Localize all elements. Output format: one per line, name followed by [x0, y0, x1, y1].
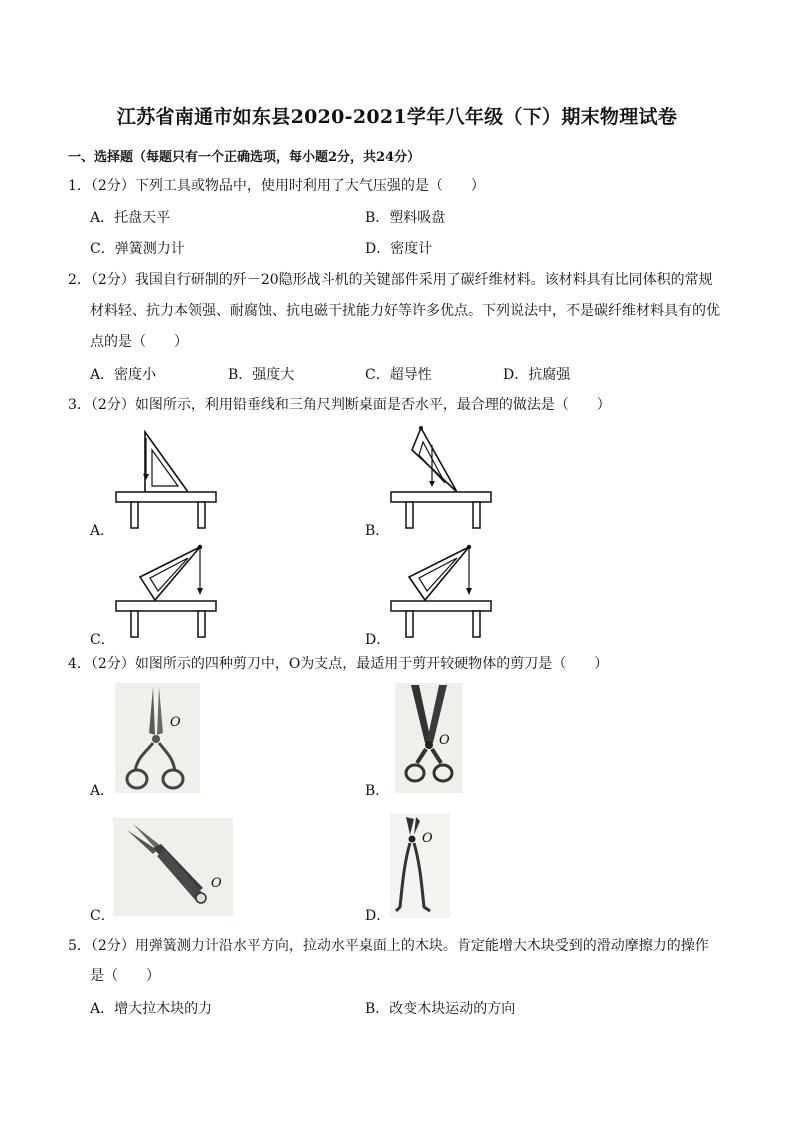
figure-3d-label: D． — [365, 632, 391, 648]
section-heading: 一、选择题（每题只有一个正确选项，每小题2分，共24分） — [68, 150, 421, 165]
question-1-option-d: D．密度计 — [365, 241, 433, 257]
figure-3d-triangle-table — [385, 540, 497, 640]
question-2-option-a: A．密度小 — [90, 367, 157, 383]
figure-4c-pivot-label: O — [211, 876, 222, 891]
page-title: 江苏省南通市如东县2020-2021学年八年级（下）期末物理试卷 — [116, 106, 678, 128]
figure-3b-triangle-table — [385, 425, 497, 530]
question-3-stem: 3．（2分）如图所示，利用铅垂线和三角尺判断桌面是否水平，最合理的做法是（ ） — [68, 397, 611, 413]
question-2-stem-line-2: 材料轻、抗力本领强、耐腐蚀、抗电磁干扰能力好等许多优点。下列说法中，不是碳纤维材料具有的优 — [90, 303, 720, 319]
figure-4a-scissors-photo — [115, 683, 200, 793]
question-4-stem: 4．（2分）如图所示的四种剪刀中，O为支点，最适用于剪开较硬物体的剪刀是（ ） — [68, 656, 609, 672]
question-2-option-d: D．抗腐强 — [503, 367, 571, 383]
figure-3a-triangle-table — [110, 430, 222, 530]
figure-3c-label: C． — [90, 632, 115, 648]
question-2-stem-line-3: 点的是（ ） — [90, 334, 188, 350]
figure-4a-label: A． — [90, 783, 115, 799]
question-1-option-b: B．塑料吸盘 — [365, 210, 446, 226]
question-1-stem: 1．（2分）下列工具或物品中，使用时利用了大气压强的是（ ） — [68, 178, 485, 194]
question-5-option-a: A．增大拉木块的力 — [90, 1001, 213, 1017]
figure-4c-snips-photo — [113, 818, 233, 916]
question-2-option-c: C．超导性 — [365, 367, 432, 383]
figure-3b-label: B． — [365, 523, 390, 539]
figure-4a-pivot-label: O — [170, 715, 181, 730]
figure-4c-label: C． — [90, 908, 115, 924]
figure-4d-tin-snips-photo — [390, 813, 450, 918]
question-1-option-c: C．弹簧测力计 — [90, 241, 185, 257]
figure-4d-label: D． — [365, 908, 391, 924]
figure-4b-scissors-photo — [395, 683, 463, 793]
figure-4b-label: B． — [365, 783, 390, 799]
figure-4d-pivot-label: O — [422, 831, 433, 846]
question-1-option-a: A．托盘天平 — [90, 210, 171, 226]
figure-3c-triangle-table — [110, 540, 222, 640]
question-2-stem-line-1: 2．（2分）我国自行研制的歼－20隐形战斗机的关键部件采用了碳纤维材料。该材料具有比同体积的常规 — [68, 272, 713, 288]
question-5-stem-line-1: 5．（2分）用弹簧测力计沿水平方向，拉动水平桌面上的木块。肯定能增大木块受到的滑动摩擦力的操作 — [68, 938, 709, 954]
question-5-stem-line-2: 是（ ） — [90, 968, 160, 984]
question-5-option-b: B．改变木块运动的方向 — [365, 1001, 516, 1017]
figure-3a-label: A． — [90, 523, 115, 539]
figure-4b-pivot-label: O — [439, 733, 450, 748]
question-2-option-b: B．强度大 — [228, 367, 295, 383]
